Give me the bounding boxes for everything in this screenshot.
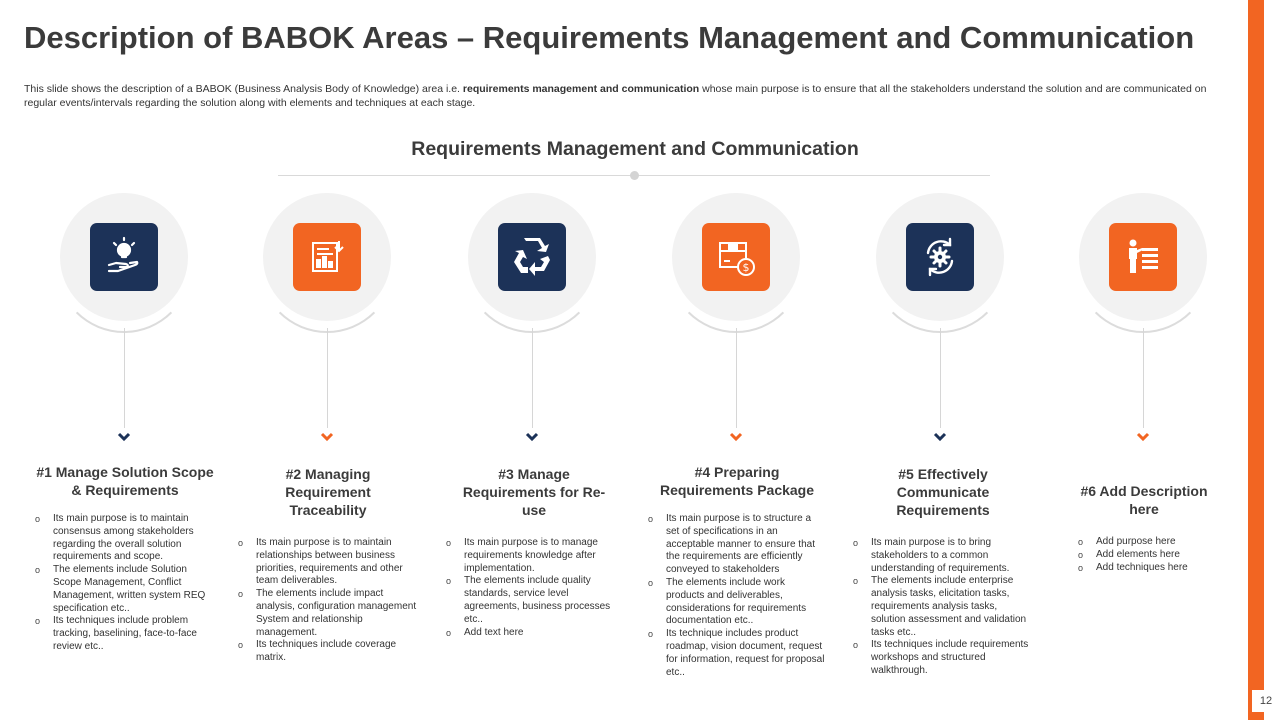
step-6-chevron-down-icon <box>1136 432 1150 442</box>
step-3-connector <box>532 328 533 428</box>
step-2-chevron-down-icon <box>320 432 334 442</box>
step-5-bullet-1: o Its main purpose is to bring stakeholders to a common understanding of requirements. <box>853 537 1033 575</box>
slide-title: Description of BABOK Areas – Requirements Management and Communication <box>24 20 1195 55</box>
section-subtitle: Requirements Management and Communication <box>411 138 859 160</box>
step-3-chevron-down-icon <box>525 432 539 442</box>
gear-cycle-icon <box>918 235 962 279</box>
step-1-title: #1 Manage Solution Scope & Requirements <box>36 464 214 498</box>
step-2-bullets <box>238 537 418 665</box>
svg-text:$: $ <box>742 261 750 274</box>
step-5-connector <box>940 328 941 428</box>
step-1-icon-box <box>90 223 158 291</box>
step-1-chevron-down-icon <box>117 432 131 442</box>
step-3-bullets <box>446 537 622 639</box>
step-5-bullet-3: o Its techniques include requirements workshops and structured walkthrough. <box>853 639 1033 677</box>
step-5-bullets <box>853 537 1033 678</box>
step-6-bullet-3: o Add techniques here <box>1078 562 1210 575</box>
step-1-bullet-3: o Its techniques include problem tracking, baselining, face-to-face review etc.. <box>35 615 215 653</box>
step-5-bullet-2: o The elements include enterprise analysis tasks, elicitation tasks, requirements analysis tasks, solution assessment and validation tasks etc.. <box>853 575 1033 639</box>
step-4-icon-box <box>702 223 770 291</box>
step-3-title: #3 Manage Requirements for Re-use <box>462 466 606 518</box>
step-1-bullets <box>35 513 215 654</box>
step-6-title: #6 Add Description here <box>1080 483 1208 517</box>
step-2-icon-box <box>293 223 361 291</box>
side-accent-bar <box>1248 0 1264 720</box>
step-4-chevron-down-icon <box>729 432 743 442</box>
step-4-title: #4 Preparing Requirements Package <box>659 464 815 498</box>
step-4-column <box>648 463 826 679</box>
lightbulb-hand-icon <box>102 235 146 279</box>
step-2-connector <box>327 328 328 428</box>
page-number: 12 <box>1252 690 1280 712</box>
slide-description <box>24 82 1242 110</box>
step-3-column <box>446 465 622 639</box>
step-6-bullets <box>1078 536 1210 574</box>
step-5-chevron-down-icon <box>933 432 947 442</box>
step-1-bullet-2: o The elements include Solution Scope Management, Conflict Management, written system REQ specification etc.. <box>35 564 215 615</box>
step-4-bullets <box>648 513 826 679</box>
step-3-bullet-1: o Its main purpose is to manage requirements knowledge after implementation. <box>446 537 622 575</box>
document-chart-icon <box>305 235 349 279</box>
step-4-bullet-2: o The elements include work products and deliverables, considerations for requirements documentation etc.. <box>648 577 826 628</box>
description-text: This slide shows the description of a BABOK (Business Analysis Body of Knowledge) area i.e. <box>24 83 463 95</box>
step-1-connector <box>124 328 125 428</box>
description-text-end: whose main purpose is to ensure that all the stakeholders understand the solution and are communicated on regular events/intervals regarding the solution along with elements and techniques at each stage. <box>24 83 1207 109</box>
step-2-column <box>238 465 418 665</box>
presenter-list-icon <box>1121 235 1165 279</box>
step-5-title: #5 Effectively Communicate Requirements <box>896 466 990 518</box>
step-2-bullet-1: o Its main purpose is to maintain relationships between business priorities, requirements and other team deliverables. <box>238 537 418 588</box>
step-6-icon-box <box>1109 223 1177 291</box>
step-4-bullet-1: o Its main purpose is to structure a set of specifications in an acceptable manner to ensure that the requirements are efficiently conveyed to stakeholders <box>648 513 826 577</box>
step-1-column <box>35 463 215 654</box>
subtitle-divider-dot <box>630 171 639 180</box>
description-bold: requirements management and communication <box>462 83 700 95</box>
step-6-bullet-1: o Add purpose here <box>1078 536 1210 549</box>
step-2-bullet-3: o Its techniques include coverage matrix. <box>238 639 418 665</box>
step-3-bullet-3: o Add text here <box>446 627 622 640</box>
step-2-title: #2 Managing Requirement Traceability <box>285 466 371 518</box>
package-dollar-icon <box>714 235 758 279</box>
step-2-bullet-2: o The elements include impact analysis, configuration management System and relationship management. <box>238 588 418 639</box>
step-3-icon-box <box>498 223 566 291</box>
step-5-column <box>853 465 1033 678</box>
step-3-bullet-2: o The elements include quality standards, service level agreements, business processes etc.. <box>446 575 622 626</box>
step-5-icon-box <box>906 223 974 291</box>
step-4-bullet-3: o Its technique includes product roadmap, vision document, request for information, request for proposal etc.. <box>648 628 826 679</box>
step-1-bullet-1: o Its main purpose is to maintain consensus among stakeholders regarding the overall solution requirements and scope. <box>35 513 215 564</box>
step-4-connector <box>736 328 737 428</box>
step-6-bullet-2: o Add elements here <box>1078 549 1210 562</box>
step-6-column <box>1078 482 1210 574</box>
step-6-connector <box>1143 328 1144 428</box>
recycle-icon <box>510 235 554 279</box>
